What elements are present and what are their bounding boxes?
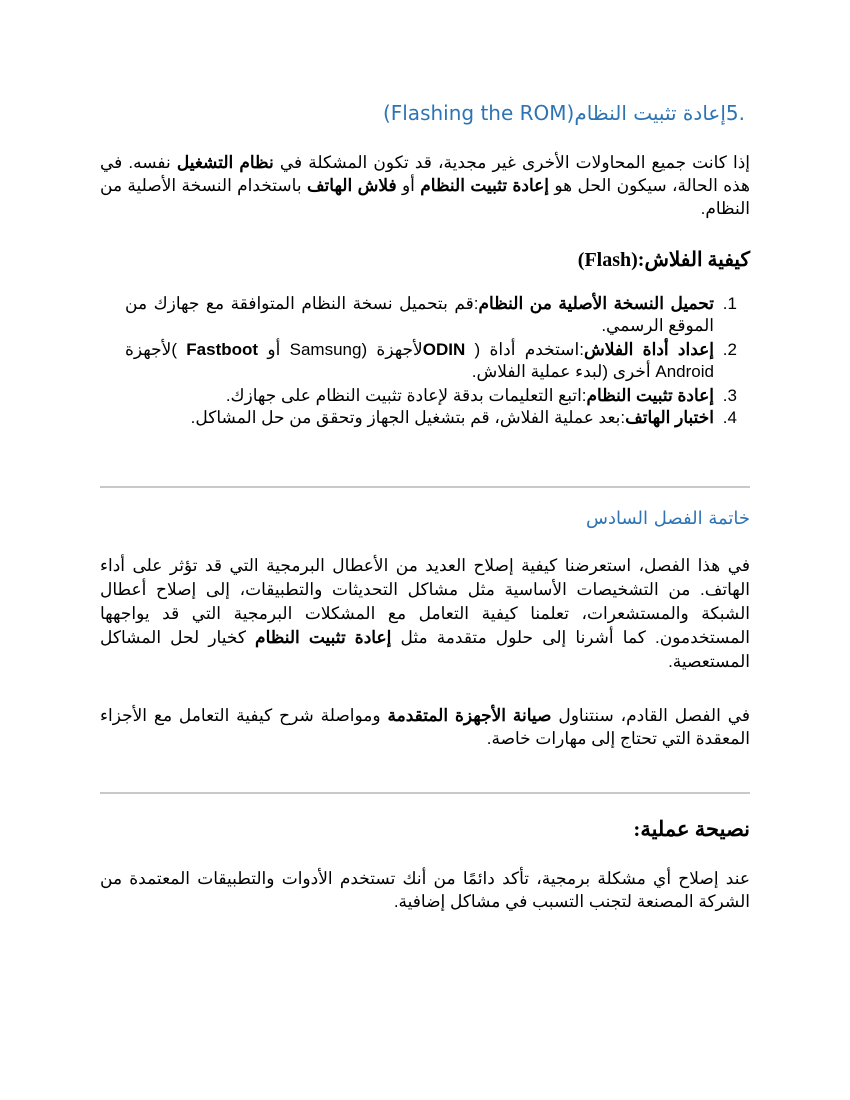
tip-heading-text: نصيحة عملية: [633, 817, 750, 841]
tip-heading [100, 818, 750, 841]
step-text: :بعد عملية الفلاش، قم بتشغيل الجهاز وتحقق من حل المشاكل. [190, 408, 626, 427]
conclusion-text: في هذا الفصل، استعرضنا كيفية إصلاح العديد من الأعطال البرمجية التي قد تؤثر على أداء الهاتف. من التشخيصات الأساسية مثل مشاكل التحديثات والتطبيقات، إلى إصلاح أعطال الشبكة والمستشعرات، تعلمنا كيفية التعامل مع المشكلات البرمجية التي قد يواجهها المستخدمون. كما أشرنا إلى حلول متقدمة مثل [100, 556, 751, 647]
intro-text: أو [396, 176, 421, 195]
intro-paragraph [100, 151, 750, 220]
step-tool-fastboot: Fastboot [186, 340, 259, 359]
step-text: :استخدم أداة ( [465, 340, 584, 359]
conclusion-bold: صيانة الأجهزة المتقدمة [387, 706, 552, 725]
step-title: إعادة تثبيت النظام [586, 386, 714, 405]
intro-text: إذا كانت جميع المحاولات الأخرى غير مجدية، قد تكون المشكلة في [273, 153, 750, 172]
conclusion-text: ومواصلة شرح كيفية التعامل مع الأجزاء المعقدة التي تحتاج إلى مهارات خاصة. [100, 706, 750, 748]
tip-paragraph [100, 867, 750, 913]
divider [100, 792, 750, 794]
divider [100, 486, 750, 488]
section-heading-text: .5إعادة تثبيت النظام(Flashing the ROM) [382, 101, 745, 125]
step-text: :اتبع التعليمات بدقة لإعادة تثبيت النظام على جهازك. [225, 386, 587, 405]
list-item [125, 407, 718, 429]
list-item [125, 339, 718, 383]
intro-text: باستخدام النسخة الأصلية من النظام. [100, 176, 750, 218]
intro-bold-os: نظام التشغيل [176, 153, 274, 172]
step-tool-odin: ODIN [422, 340, 466, 359]
flash-steps-list [125, 293, 750, 429]
how-heading-text: كيفية الفلاش:(Flash) [577, 249, 750, 271]
intro-text: نفسه. في هذه الحالة، سيكون الحل هو [100, 153, 750, 195]
how-to-flash-heading [100, 249, 750, 272]
conclusion-bold: إعادة تثبيت النظام [255, 628, 392, 647]
step-text: لأجهزة (Samsung أو [258, 340, 423, 359]
step-title: إعداد أداة الفلاش [583, 340, 714, 359]
section-heading [383, 101, 745, 125]
conclusion-text: كخيار لحل المشاكل المستعصية. [100, 628, 750, 671]
tip-text: عند إصلاح أي مشكلة برمجية، تأكد دائمًا من أنك تستخدم الأدوات والتطبيقات المعتمدة من الشركة المصنعة لتجنب التسبب في مشاكل إضافية. [100, 869, 750, 911]
intro-bold-reinstall: إعادة تثبيت النظام [420, 176, 550, 195]
conclusion-paragraph-1 [100, 554, 750, 674]
list-item [125, 385, 718, 407]
conclusion-heading [100, 507, 750, 530]
list-item [125, 293, 718, 337]
conclusion-text: في الفصل القادم، سنتناول [551, 706, 751, 725]
conclusion-paragraph-2 [100, 704, 750, 750]
step-title: اختبار الهاتف [625, 408, 714, 427]
conclusion-heading-text: خاتمة الفصل السادس [586, 508, 750, 529]
intro-bold-flash: فلاش الهاتف [306, 176, 397, 195]
step-title: تحميل النسخة الأصلية من النظام [478, 294, 714, 313]
step-text: )لأجهزة Android أخرى (لبدء عملية الفلاش. [125, 340, 714, 381]
step-text: :قم بتحميل نسخة النظام المتوافقة مع جهازك من الموقع الرسمي. [125, 294, 714, 335]
